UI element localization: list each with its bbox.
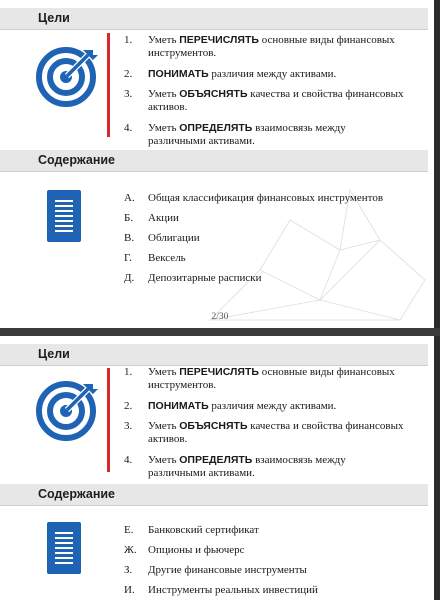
goal-item: 1. Уметь ПЕРЕЧИСЛЯТЬ основные виды финансовых инструментов.: [124, 34, 395, 59]
target-icon: [36, 42, 102, 108]
contents-title: Содержание: [38, 487, 116, 501]
content-item: В. Облигации: [124, 232, 200, 244]
content-item: З. Другие финансовые инструменты: [124, 564, 307, 576]
content-item: Д. Депозитарные расписки: [124, 272, 262, 284]
goals-header: [0, 344, 428, 366]
goal-item: 4. Уметь ОПРЕДЕЛЯТЬ взаимосвязь между различными активами.: [124, 122, 346, 147]
goal-item: 3. Уметь ОБЪЯСНЯТЬ качества и свойства финансовых активов.: [124, 420, 404, 445]
target-icon: [36, 376, 102, 442]
content-item: Е. Банковский сертификат: [124, 524, 259, 536]
contents-title: Содержание: [38, 153, 116, 167]
content-item: Ж. Опционы и фьючерс: [124, 544, 245, 556]
content-item: Г. Вексель: [124, 252, 186, 264]
content-item: И. Инструменты реальных инвестиций: [124, 584, 318, 596]
goal-item: 4. Уметь ОПРЕДЕЛЯТЬ взаимосвязь между различными активами.: [124, 454, 346, 479]
slide-2: [0, 336, 440, 600]
contents-header: [0, 484, 428, 506]
content-item: А. Общая классификация финансовых инструментов: [124, 192, 384, 204]
document-icon: [47, 522, 81, 574]
goal-item: 2. ПОНИМАТЬ различия между активами.: [124, 68, 337, 80]
goals-title: Цели: [38, 347, 70, 361]
goal-item: 2. ПОНИМАТЬ различия между активами.: [124, 400, 337, 412]
goal-item: 1. Уметь ПЕРЕЧИСЛЯТЬ основные виды финансовых инструментов.: [124, 366, 395, 391]
goals-divider: [107, 368, 110, 472]
goals-header: [0, 8, 428, 30]
goals-divider: [107, 33, 110, 137]
content-item: Б. Акции: [124, 212, 179, 224]
page-number: 2/30: [211, 312, 229, 322]
goals-title: Цели: [38, 11, 70, 25]
goal-item: 3. Уметь ОБЪЯСНЯТЬ качества и свойства финансовых активов.: [124, 88, 404, 113]
document-icon: [47, 190, 81, 242]
contents-header: [0, 150, 428, 172]
